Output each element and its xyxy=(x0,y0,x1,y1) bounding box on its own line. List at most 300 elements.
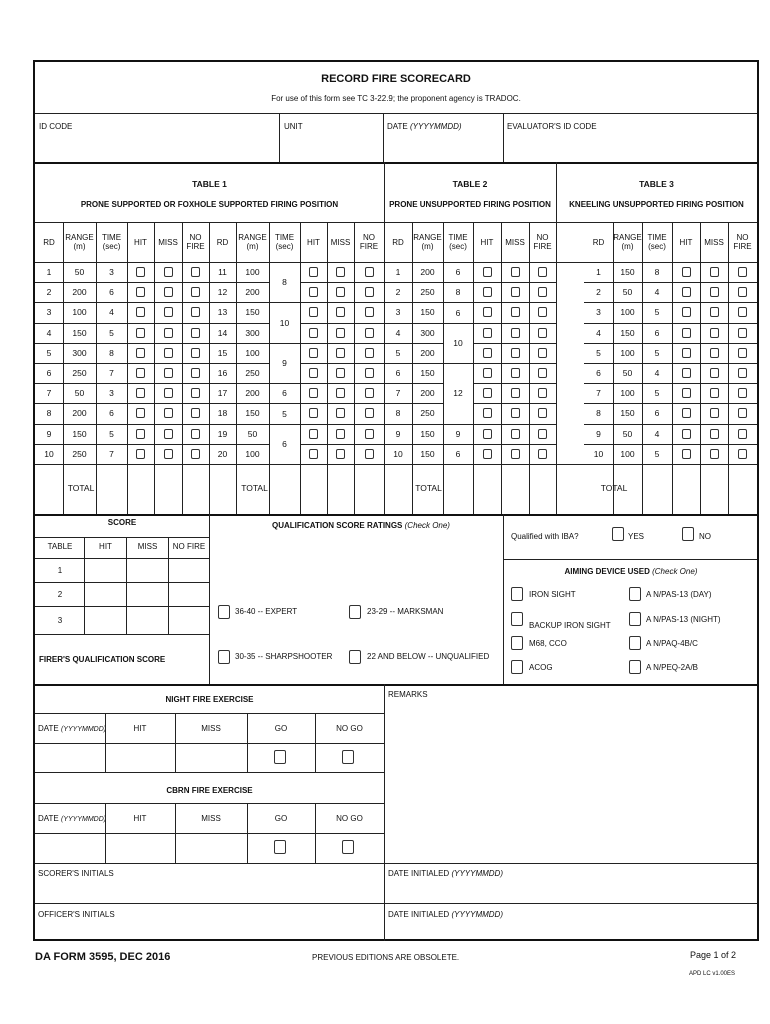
row-line xyxy=(269,302,300,303)
score-col-table: TABLE xyxy=(47,542,73,551)
round-time: 6 xyxy=(654,327,660,338)
no-fire-checkbox[interactable] xyxy=(365,328,374,338)
round-time: 3 xyxy=(109,267,114,277)
round-range: 250 xyxy=(72,368,87,378)
scorer-initials-label: SCORER'S INITIALS xyxy=(38,869,114,878)
row-line xyxy=(473,323,556,324)
hit-checkbox[interactable] xyxy=(682,267,691,277)
miss-checkbox[interactable] xyxy=(164,348,173,358)
row-line xyxy=(209,343,269,344)
score-row-2: 2 xyxy=(57,590,63,599)
round-number: 16 xyxy=(217,368,228,378)
round-time: 5 xyxy=(654,307,660,318)
round-time: 6 xyxy=(455,267,461,278)
hit-checkbox[interactable] xyxy=(309,449,318,459)
column-header: RANGE (m) xyxy=(613,233,642,251)
row-line xyxy=(384,403,443,404)
row-line xyxy=(35,424,209,425)
row-line xyxy=(209,282,269,283)
no-fire-checkbox[interactable] xyxy=(738,408,747,418)
miss-checkbox[interactable] xyxy=(511,408,520,418)
miss-checkbox[interactable] xyxy=(336,408,345,418)
miss-checkbox[interactable] xyxy=(336,449,345,459)
round-number: 5 xyxy=(46,347,52,358)
no-fire-checkbox[interactable] xyxy=(538,267,547,277)
no-fire-checkbox[interactable] xyxy=(738,368,747,378)
m68-cco-checkbox[interactable] xyxy=(511,636,523,650)
remarks-field[interactable] xyxy=(385,702,757,862)
miss-checkbox[interactable] xyxy=(511,388,520,398)
score-entry-cells[interactable] xyxy=(85,559,209,634)
miss-checkbox[interactable] xyxy=(710,287,719,297)
round-range: 200 xyxy=(72,408,87,419)
round-range: 250 xyxy=(245,368,260,378)
row-line xyxy=(35,403,209,404)
round-time: 6 xyxy=(455,448,461,459)
score-col-nofire: NO FIRE xyxy=(172,542,206,551)
night-go-header: GO xyxy=(274,724,288,733)
iba-yes-checkbox[interactable] xyxy=(612,527,624,541)
page-number: Page 1 of 2 xyxy=(690,950,737,960)
anpas13-night-checkbox[interactable] xyxy=(629,612,641,626)
no-fire-checkbox[interactable] xyxy=(365,449,374,459)
unit-label: UNIT xyxy=(284,122,303,131)
round-time: 5 xyxy=(654,448,660,459)
column-header: TIME (sec) xyxy=(274,233,295,251)
row-line xyxy=(384,383,443,384)
column-line xyxy=(672,222,673,514)
iron-sight-checkbox[interactable] xyxy=(511,587,523,601)
no-fire-checkbox[interactable] xyxy=(365,408,374,418)
no-fire-checkbox[interactable] xyxy=(191,388,200,398)
hit-checkbox[interactable] xyxy=(136,368,145,378)
round-number: 10 xyxy=(44,448,54,459)
cbrn-nogo-checkbox[interactable] xyxy=(342,840,354,854)
no-fire-checkbox[interactable] xyxy=(738,287,747,297)
expert-checkbox[interactable] xyxy=(218,605,230,619)
row-line xyxy=(300,302,384,303)
no-fire-checkbox[interactable] xyxy=(365,348,374,358)
round-range: 150 xyxy=(72,428,87,439)
no-fire-checkbox[interactable] xyxy=(365,388,374,398)
round-time: 7 xyxy=(109,448,114,459)
miss-checkbox[interactable] xyxy=(336,307,345,317)
round-time: 6 xyxy=(109,287,114,298)
night-nogo-checkbox[interactable] xyxy=(342,750,354,764)
date-initialed-field-2[interactable] xyxy=(385,921,757,940)
anpeq2ab-checkbox[interactable] xyxy=(629,660,641,674)
miss-checkbox[interactable] xyxy=(710,388,719,398)
no-fire-checkbox[interactable] xyxy=(738,429,747,439)
cbrn-entry-row[interactable] xyxy=(35,834,247,862)
hit-checkbox[interactable] xyxy=(682,348,691,358)
round-range: 200 xyxy=(420,267,435,277)
hit-checkbox[interactable] xyxy=(682,388,691,398)
round-number: 10 xyxy=(593,448,604,459)
round-number: 2 xyxy=(395,287,401,298)
miss-checkbox[interactable] xyxy=(336,368,345,378)
no-fire-checkbox[interactable] xyxy=(191,429,200,439)
table-header-line xyxy=(35,262,757,263)
miss-checkbox[interactable] xyxy=(511,307,520,317)
round-number: 12 xyxy=(217,287,228,298)
miss-checkbox[interactable] xyxy=(164,449,173,459)
unqualified-checkbox[interactable] xyxy=(349,650,361,664)
round-number: 14 xyxy=(217,327,228,338)
no-fire-checkbox[interactable] xyxy=(191,408,200,418)
anpas13-night-label: A N/PAS-13 (NIGHT) xyxy=(646,615,721,624)
hit-checkbox[interactable] xyxy=(483,267,492,277)
round-range: 50 xyxy=(622,368,633,378)
miss-checkbox[interactable] xyxy=(336,348,345,358)
round-time: 4 xyxy=(654,287,660,298)
round-time: 8 xyxy=(654,267,660,277)
hit-checkbox[interactable] xyxy=(483,408,492,418)
hit-checkbox[interactable] xyxy=(309,307,318,317)
hit-checkbox[interactable] xyxy=(136,287,145,297)
row-line xyxy=(473,444,556,445)
round-range: 150 xyxy=(420,307,435,318)
acog-checkbox[interactable] xyxy=(511,660,523,674)
no-fire-checkbox[interactable] xyxy=(738,348,747,358)
row-line xyxy=(35,302,209,303)
round-range: 250 xyxy=(420,408,435,419)
no-fire-checkbox[interactable] xyxy=(738,328,747,338)
round-range: 250 xyxy=(420,287,435,298)
hit-checkbox[interactable] xyxy=(309,368,318,378)
miss-checkbox[interactable] xyxy=(710,429,719,439)
record-fire-scorecard-form xyxy=(33,60,759,941)
round-range: 150 xyxy=(245,408,260,419)
hit-checkbox[interactable] xyxy=(309,328,318,338)
hit-checkbox[interactable] xyxy=(682,368,691,378)
round-time: 9 xyxy=(282,358,287,368)
round-range: 100 xyxy=(620,448,635,459)
round-time: 5 xyxy=(654,347,660,358)
row-line xyxy=(584,323,757,324)
total-label: TOTAL xyxy=(241,483,268,493)
hit-checkbox[interactable] xyxy=(309,267,318,277)
round-number: 7 xyxy=(596,388,601,399)
row-line xyxy=(584,302,757,303)
no-fire-checkbox[interactable] xyxy=(191,368,200,378)
row-line xyxy=(209,383,269,384)
round-range: 200 xyxy=(420,388,435,399)
round-number: 9 xyxy=(395,428,401,439)
miss-checkbox[interactable] xyxy=(164,267,173,277)
round-number: 3 xyxy=(46,307,52,318)
row-line xyxy=(384,424,443,425)
hit-checkbox[interactable] xyxy=(682,328,691,338)
round-number: 8 xyxy=(46,408,52,419)
no-fire-checkbox[interactable] xyxy=(191,267,200,277)
no-fire-checkbox[interactable] xyxy=(191,307,200,317)
cbrn-date-label: DATE (YYYYMMDD) xyxy=(38,814,107,823)
hit-checkbox[interactable] xyxy=(682,408,691,418)
cbrn-go-checkbox[interactable] xyxy=(274,840,286,854)
no-fire-checkbox[interactable] xyxy=(365,368,374,378)
round-number: 2 xyxy=(596,287,601,298)
miss-checkbox[interactable] xyxy=(164,368,173,378)
row-line xyxy=(300,383,384,384)
round-range: 100 xyxy=(72,307,87,318)
round-number: 13 xyxy=(217,307,228,318)
miss-checkbox[interactable] xyxy=(511,287,520,297)
miss-checkbox[interactable] xyxy=(164,307,173,317)
round-time: 10 xyxy=(279,317,290,328)
column-header: RANGE (m) xyxy=(65,233,94,251)
hit-checkbox[interactable] xyxy=(483,307,492,317)
column-header: TIME (sec) xyxy=(101,233,122,251)
round-time: 6 xyxy=(282,438,287,449)
no-fire-checkbox[interactable] xyxy=(538,348,547,358)
hit-checkbox[interactable] xyxy=(309,429,318,439)
row-line xyxy=(584,282,757,283)
no-fire-checkbox[interactable] xyxy=(191,328,200,338)
round-range: 150 xyxy=(245,307,260,318)
no-fire-checkbox[interactable] xyxy=(538,307,547,317)
round-number: 20 xyxy=(217,448,228,459)
backup-iron-sight-checkbox[interactable] xyxy=(511,612,523,626)
row-line xyxy=(473,302,556,303)
miss-checkbox[interactable] xyxy=(511,348,520,358)
version-label: APD LC v1.00ES xyxy=(689,971,736,977)
obsolete-note: PREVIOUS EDITIONS ARE OBSOLETE. xyxy=(312,953,460,962)
row-line xyxy=(35,383,209,384)
round-range: 50 xyxy=(247,428,258,439)
no-fire-checkbox[interactable] xyxy=(538,429,547,439)
row-line xyxy=(584,343,757,344)
no-fire-checkbox[interactable] xyxy=(191,449,200,459)
miss-checkbox[interactable] xyxy=(164,287,173,297)
row-line xyxy=(473,383,556,384)
column-header: TIME (sec) xyxy=(647,233,667,251)
form-number: DA FORM 3595, DEC 2016 xyxy=(35,951,171,963)
column-line xyxy=(127,222,128,514)
no-fire-checkbox[interactable] xyxy=(738,267,747,277)
row-line xyxy=(384,343,443,344)
iba-no-checkbox[interactable] xyxy=(682,527,694,541)
hit-checkbox[interactable] xyxy=(483,287,492,297)
round-range: 300 xyxy=(245,327,260,338)
row-line xyxy=(384,363,443,364)
miss-checkbox[interactable] xyxy=(164,328,173,338)
no-fire-checkbox[interactable] xyxy=(538,449,547,459)
row-line xyxy=(269,403,300,404)
miss-checkbox[interactable] xyxy=(164,388,173,398)
hit-checkbox[interactable] xyxy=(136,388,145,398)
miss-checkbox[interactable] xyxy=(710,307,719,317)
miss-checkbox[interactable] xyxy=(511,368,520,378)
round-time: 6 xyxy=(109,408,114,419)
round-time: 6 xyxy=(654,408,660,419)
miss-checkbox[interactable] xyxy=(164,429,173,439)
hit-checkbox[interactable] xyxy=(309,388,318,398)
round-number: 7 xyxy=(46,388,52,399)
total-label: TOTAL xyxy=(415,483,442,493)
miss-checkbox[interactable] xyxy=(336,267,345,277)
round-range: 200 xyxy=(245,287,260,298)
hit-checkbox[interactable] xyxy=(136,429,145,439)
score-title: SCORE xyxy=(107,518,137,527)
sharpshooter-checkbox[interactable] xyxy=(218,650,230,664)
round-range: 200 xyxy=(245,388,260,399)
round-number: 4 xyxy=(596,327,601,338)
miss-checkbox[interactable] xyxy=(710,267,719,277)
no-fire-checkbox[interactable] xyxy=(738,307,747,317)
acog-label: ACOG xyxy=(529,663,553,672)
firing-tables xyxy=(35,62,757,522)
hit-checkbox[interactable] xyxy=(309,408,318,418)
hit-checkbox[interactable] xyxy=(136,328,145,338)
hit-checkbox[interactable] xyxy=(309,287,318,297)
hit-checkbox[interactable] xyxy=(136,267,145,277)
column-line xyxy=(182,222,183,514)
hit-checkbox[interactable] xyxy=(309,348,318,358)
iba-yes-label: YES xyxy=(628,532,645,541)
hit-checkbox[interactable] xyxy=(682,449,691,459)
table-subtitle: PRONE UNSUPPORTED FIRING POSITION xyxy=(389,200,551,209)
anpaq4bc-checkbox[interactable] xyxy=(629,636,641,650)
hit-checkbox[interactable] xyxy=(136,307,145,317)
round-number: 1 xyxy=(46,267,52,277)
miss-checkbox[interactable] xyxy=(710,348,719,358)
row-line xyxy=(584,403,757,404)
form-title: RECORD FIRE SCORECARD xyxy=(321,73,471,85)
date-initialed-field-1[interactable] xyxy=(385,880,757,902)
iron-sight-label: IRON SIGHT xyxy=(529,590,576,599)
no-fire-checkbox[interactable] xyxy=(365,307,374,317)
hit-checkbox[interactable] xyxy=(483,449,492,459)
miss-checkbox[interactable] xyxy=(710,449,719,459)
miss-checkbox[interactable] xyxy=(336,328,345,338)
round-range: 150 xyxy=(620,408,635,419)
no-fire-checkbox[interactable] xyxy=(191,287,200,297)
no-fire-checkbox[interactable] xyxy=(538,368,547,378)
row-line xyxy=(269,343,300,344)
table-subtitle: PRONE SUPPORTED OR FOXHOLE SUPPORTED FIRING POSITION xyxy=(80,200,339,209)
officer-initials-field[interactable] xyxy=(35,921,383,940)
night-miss-header: MISS xyxy=(201,724,221,733)
miss-checkbox[interactable] xyxy=(710,408,719,418)
round-range: 150 xyxy=(620,267,635,277)
no-fire-checkbox[interactable] xyxy=(365,287,374,297)
round-time: 4 xyxy=(109,307,114,318)
miss-checkbox[interactable] xyxy=(336,388,345,398)
no-fire-checkbox[interactable] xyxy=(538,328,547,338)
column-line xyxy=(728,222,729,514)
column-header: MISS xyxy=(704,238,724,247)
round-number: 19 xyxy=(217,428,228,439)
row-line xyxy=(473,363,556,364)
round-number: 8 xyxy=(596,408,601,419)
officer-initials-label: OFFICER'S INITIALS xyxy=(38,910,115,919)
no-fire-checkbox[interactable] xyxy=(738,449,747,459)
row-line xyxy=(473,343,556,344)
round-range: 100 xyxy=(620,388,635,399)
row-line xyxy=(443,424,473,425)
round-number: 4 xyxy=(46,327,52,338)
no-fire-checkbox[interactable] xyxy=(538,408,547,418)
column-header: NO FIRE xyxy=(359,233,379,251)
miss-checkbox[interactable] xyxy=(511,328,520,338)
date-label: DATE (YYYYMMDD) xyxy=(387,122,462,131)
miss-checkbox[interactable] xyxy=(511,449,520,459)
marksman-checkbox[interactable] xyxy=(349,605,361,619)
night-entry-row[interactable] xyxy=(35,744,247,772)
row-line xyxy=(209,444,269,445)
hit-checkbox[interactable] xyxy=(682,429,691,439)
no-fire-checkbox[interactable] xyxy=(538,388,547,398)
no-fire-checkbox[interactable] xyxy=(365,429,374,439)
round-range: 100 xyxy=(245,347,260,358)
no-fire-checkbox[interactable] xyxy=(738,388,747,398)
hit-checkbox[interactable] xyxy=(682,287,691,297)
row-line xyxy=(473,424,556,425)
no-fire-checkbox[interactable] xyxy=(538,287,547,297)
table-total-line xyxy=(35,464,757,465)
scorer-initials-field[interactable] xyxy=(35,880,383,902)
table-divider xyxy=(556,162,557,514)
miss-checkbox[interactable] xyxy=(710,368,719,378)
miss-checkbox[interactable] xyxy=(336,287,345,297)
round-time: 5 xyxy=(282,408,287,419)
row-line xyxy=(269,383,300,384)
cbrn-miss-header: MISS xyxy=(201,814,221,823)
row-line xyxy=(209,424,269,425)
miss-checkbox[interactable] xyxy=(511,267,520,277)
round-time: 4 xyxy=(654,368,660,378)
column-header: NO FIRE xyxy=(733,233,752,251)
row-line xyxy=(300,363,384,364)
round-time: 8 xyxy=(109,347,114,358)
row-line xyxy=(269,424,300,425)
row-line xyxy=(443,323,473,324)
hit-checkbox[interactable] xyxy=(483,348,492,358)
miss-checkbox[interactable] xyxy=(511,429,520,439)
miss-checkbox[interactable] xyxy=(164,408,173,418)
round-number: 11 xyxy=(218,267,227,277)
night-go-checkbox[interactable] xyxy=(274,750,286,764)
no-fire-checkbox[interactable] xyxy=(191,348,200,358)
miss-checkbox[interactable] xyxy=(710,328,719,338)
row-line xyxy=(209,302,269,303)
anpas13-day-checkbox[interactable] xyxy=(629,587,641,601)
column-line xyxy=(501,222,502,514)
unqualified-label: 22 AND BELOW -- UNQUALIFIED xyxy=(367,652,490,661)
hit-checkbox[interactable] xyxy=(483,328,492,338)
round-time: 6 xyxy=(455,307,461,318)
round-range: 100 xyxy=(620,347,635,358)
hit-checkbox[interactable] xyxy=(136,408,145,418)
iba-no-label: NO xyxy=(699,532,711,541)
hit-checkbox[interactable] xyxy=(483,368,492,378)
round-range: 200 xyxy=(420,347,435,358)
hit-checkbox[interactable] xyxy=(136,449,145,459)
column-line xyxy=(300,222,301,514)
hit-checkbox[interactable] xyxy=(682,307,691,317)
marksman-label: 23-29 -- MARKSMAN xyxy=(367,607,444,616)
hit-checkbox[interactable] xyxy=(483,429,492,439)
no-fire-checkbox[interactable] xyxy=(365,267,374,277)
cbrn-fire-title: CBRN FIRE EXERCISE xyxy=(166,786,253,795)
miss-checkbox[interactable] xyxy=(336,429,345,439)
round-time: 10 xyxy=(453,337,463,348)
hit-checkbox[interactable] xyxy=(483,388,492,398)
column-line xyxy=(327,222,328,514)
hit-checkbox[interactable] xyxy=(136,348,145,358)
row-line xyxy=(443,444,473,445)
